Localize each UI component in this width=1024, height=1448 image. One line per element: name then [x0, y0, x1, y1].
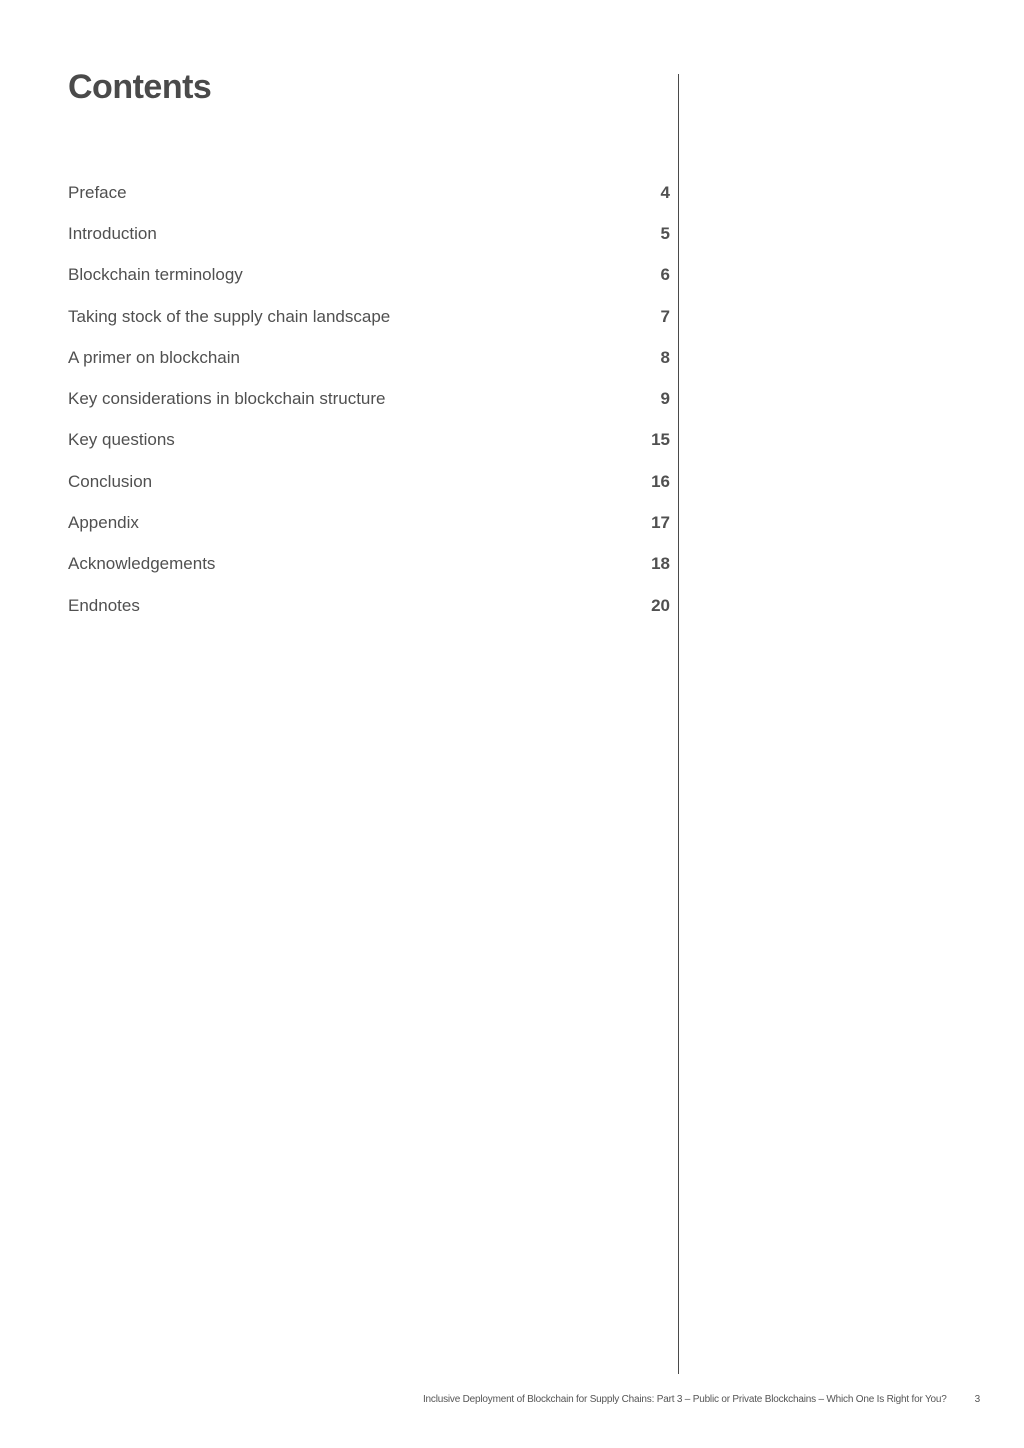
toc-item-label: Key considerations in blockchain structure: [68, 389, 386, 409]
toc-item-label: Conclusion: [68, 471, 153, 491]
toc-item-label: Appendix: [68, 513, 139, 533]
toc-item-blockchain-terminology[interactable]: [68, 255, 670, 296]
toc-item-page-number: 18: [651, 554, 670, 574]
toc-item-page-number: 20: [651, 595, 670, 615]
toc-item-key-considerations[interactable]: [68, 378, 670, 419]
toc-item-label: Key questions: [68, 430, 175, 450]
vertical-divider: [678, 74, 679, 1374]
toc-item-page-number: 8: [660, 347, 670, 367]
toc-item-label: Blockchain terminology: [68, 265, 243, 285]
toc-item-label: Preface: [68, 182, 127, 202]
footer-document-title: Inclusive Deployment of Blockchain for Supply Chains: Part 3 – Public or Private Blockchains – Which One Is Right for You?: [422, 1394, 947, 1405]
toc-item-label: Acknowledgements: [68, 554, 216, 574]
toc-item-page-number: 4: [660, 182, 670, 202]
toc-item-page-number: 15: [651, 430, 670, 450]
page-title: Contents: [68, 68, 212, 106]
table-of-contents: [68, 172, 670, 626]
footer-page-number: 3: [974, 1394, 980, 1405]
toc-item-conclusion[interactable]: [68, 461, 670, 502]
toc-item-label: A primer on blockchain: [68, 347, 240, 367]
toc-item-endnotes[interactable]: [68, 585, 670, 626]
toc-item-acknowledgements[interactable]: [68, 544, 670, 585]
toc-item-primer-on-blockchain[interactable]: [68, 337, 670, 378]
toc-item-label: Introduction: [68, 223, 157, 243]
toc-item-label: Taking stock of the supply chain landscape: [68, 306, 391, 326]
toc-item-supply-chain-landscape[interactable]: [68, 296, 670, 337]
toc-item-page-number: 17: [651, 513, 670, 533]
toc-item-page-number: 7: [660, 306, 670, 326]
page-footer: [423, 1394, 980, 1405]
toc-item-page-number: 5: [660, 223, 670, 243]
toc-item-preface[interactable]: [68, 172, 670, 213]
toc-item-label: Endnotes: [68, 595, 140, 615]
toc-item-page-number: 9: [660, 389, 670, 409]
toc-item-key-questions[interactable]: [68, 420, 670, 461]
toc-item-page-number: 16: [651, 471, 670, 491]
toc-item-page-number: 6: [660, 265, 670, 285]
toc-item-introduction[interactable]: [68, 213, 670, 254]
toc-item-appendix[interactable]: [68, 502, 670, 543]
